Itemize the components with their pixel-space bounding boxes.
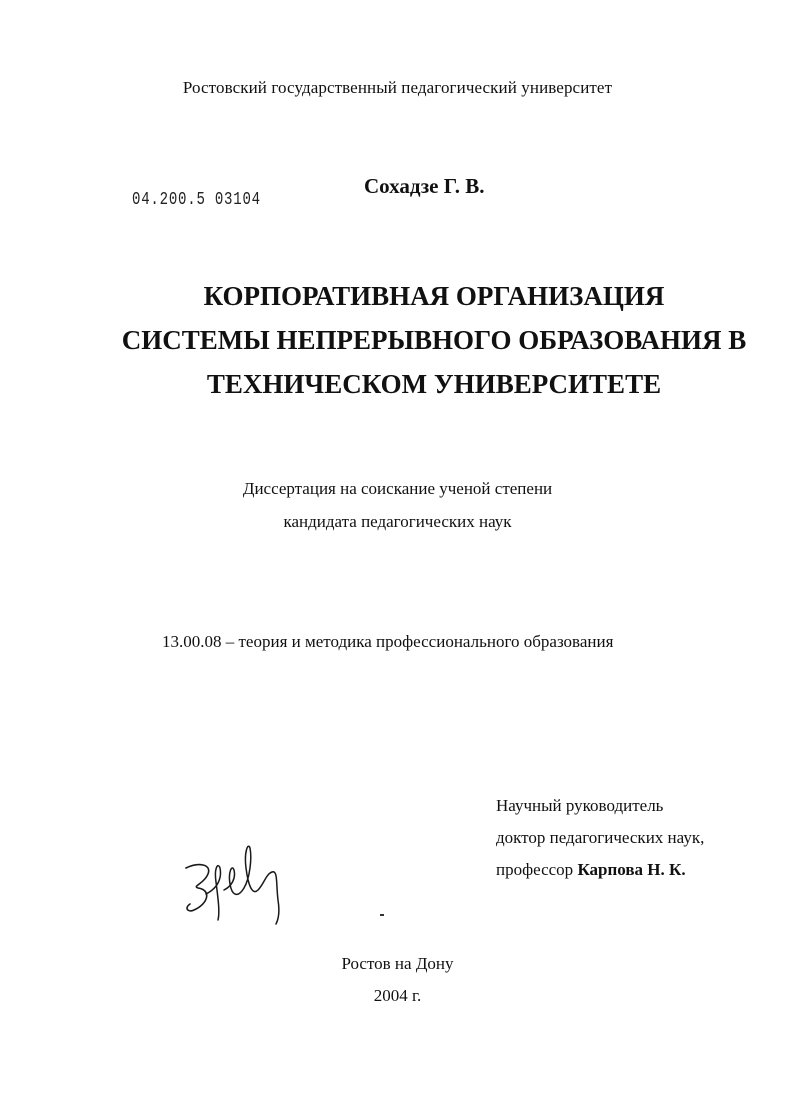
advisor-line-1: Научный руководитель: [496, 796, 664, 815]
specialty-code: 13.00.08 – теория и методика профессионального образования: [162, 632, 614, 651]
title-line-2: СИСТЕМЫ НЕПРЕРЫВНОГО ОБРАЗОВАНИЯ В: [121, 325, 747, 355]
advisor-line-2: доктор педагогических наук,: [496, 828, 705, 847]
degree-line-1: Диссертация на соискание ученой степени: [242, 479, 553, 498]
degree-statement: [0, 472, 795, 538]
city: Ростов на Дону: [341, 954, 454, 973]
advisor-name: Карпова Н. К.: [577, 860, 686, 879]
city-year: [0, 948, 795, 1012]
dissertation-title: [0, 274, 795, 406]
author-name: Сохадзе Г. В.: [364, 174, 485, 198]
degree-line-2: кандидата педагогических наук: [283, 512, 512, 531]
year: 2004 г.: [373, 986, 422, 1005]
university-name: Ростовский государственный педагогический университет: [182, 78, 613, 97]
advisor-line-3: [496, 854, 704, 886]
title-line-3: ТЕХНИЧЕСКОМ УНИВЕРСИТЕТЕ: [206, 369, 662, 399]
scientific-advisor: [496, 790, 704, 886]
archive-stamp-code: 04.200.5 03104: [132, 190, 261, 210]
title-line-1: КОРПОРАТИВНАЯ ОРГАНИЗАЦИЯ: [203, 281, 665, 311]
handwritten-signature: [178, 838, 298, 928]
stray-mark: [380, 914, 384, 916]
advisor-title: профессор: [496, 860, 574, 879]
